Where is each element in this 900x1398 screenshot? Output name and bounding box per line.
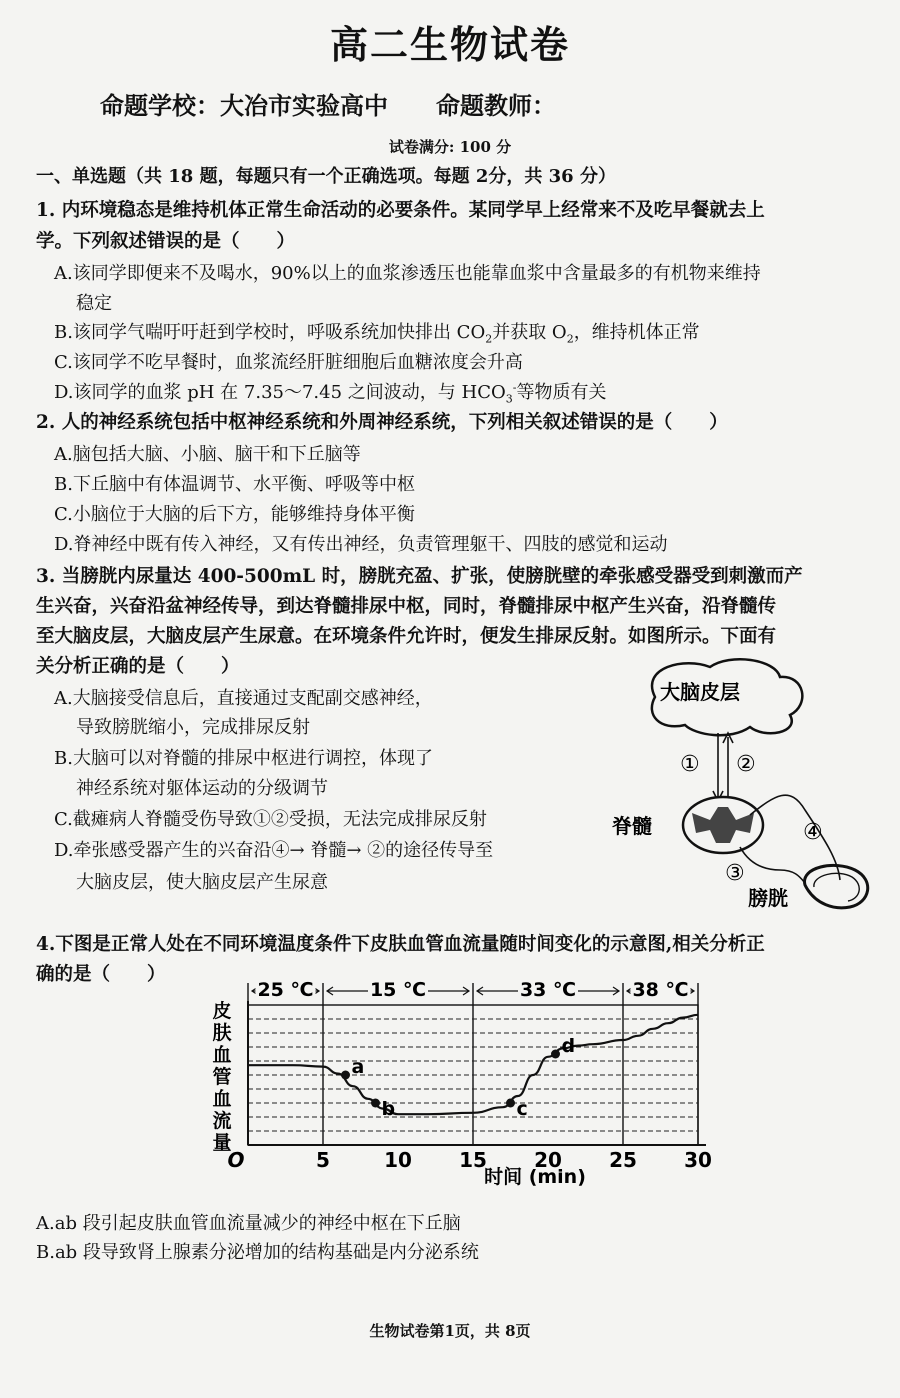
q3-option-b-cont: 神经系统对躯体运动的分级调节 <box>76 778 328 799</box>
x-tick-label: O <box>227 1148 245 1172</box>
band-label: 15 ℃ <box>369 979 427 1001</box>
q1-option-b: B.该同学气喘吁吁赶到学校时，呼吸系统加快排出 $CO_2$并获取 $O_2$，维持机体正常 <box>54 322 700 346</box>
q1-option-a-cont: 稳定 <box>76 293 112 314</box>
q4-stem-line2: 确的是（ ） <box>36 964 166 985</box>
x-tick-label: 15 <box>459 1148 487 1172</box>
chart-axes <box>248 1001 706 1145</box>
bladder-label: 膀胱 <box>748 886 788 910</box>
q2-option-b: B.下丘脑中有体温调节、水平衡、呼吸等中枢 <box>54 474 415 495</box>
label-3: ③ <box>725 861 745 886</box>
q3-stem-line4: 关分析正确的是（ ） <box>36 656 240 677</box>
q2-option-c: C.小脑位于大脑的后下方，能够维持身体平衡 <box>54 504 415 525</box>
label-1: ① <box>680 752 700 777</box>
cortex-label: 大脑皮层 <box>660 680 740 704</box>
section-heading: 一、单选题（共 18 题，每题只有一个正确选项。每题 2分，共 36 分） <box>36 166 616 187</box>
point-label-b: b <box>381 1098 396 1120</box>
q3-stem-line3: 至大脑皮层，大脑皮层产生尿意。在环境条件允许时，便发生排尿反射。如图所示。下面有 <box>36 626 777 647</box>
blood-flow-chart <box>200 975 740 1190</box>
q3-option-d-cont: 大脑皮层，使大脑皮层产生尿意 <box>76 872 328 893</box>
x-tick-label: 30 <box>684 1148 712 1172</box>
q4-stem-line1: 4.下图是正常人处在不同环境温度条件下皮肤血管血流量随时间变化的示意图,相关分析正 <box>36 934 765 955</box>
point-d <box>551 1050 560 1059</box>
q4-option-b: B.ab 段导致肾上腺素分泌增加的结构基础是内分泌系统 <box>36 1242 479 1263</box>
spinal-label: 脊髓 <box>612 814 652 838</box>
y-axis-label <box>212 999 231 1154</box>
q3-option-a: A.大脑接受信息后，直接通过支配副交感神经， <box>54 688 433 709</box>
y-axis-label-char: 皮 <box>212 1000 232 1022</box>
point-label-c: c <box>516 1098 528 1120</box>
nerve-3-path <box>740 847 805 883</box>
q3-option-c: C.截瘫病人脊髓受伤导致①②受损，无法完成排尿反射 <box>54 809 487 830</box>
q3-stem-line1: 3. 当膀胱内尿量达 400-500mL 时，膀胱充盈、扩张，使膀胱壁的牵张感受器受到刺激而产 <box>36 566 803 587</box>
point-c <box>506 1099 515 1108</box>
x-tick-label: 10 <box>384 1148 412 1172</box>
labeled-points <box>341 1035 575 1120</box>
y-axis-label-char: 肤 <box>212 1022 232 1044</box>
y-axis-label-char: 流 <box>212 1110 232 1132</box>
y-axis-label-char: 血 <box>212 1044 232 1066</box>
q1-stem-line2: 学。下列叙述错误的是（ ） <box>36 231 296 252</box>
y-axis-label-char: 量 <box>212 1132 232 1154</box>
point-label-d: d <box>561 1035 576 1057</box>
x-tick-label: 25 <box>609 1148 637 1172</box>
x-tick-labels <box>227 1148 711 1172</box>
x-axis-label: 时间 (min) <box>484 1166 586 1188</box>
q2-option-a: A.脑包括大脑、小脑、脑干和下丘脑等 <box>54 444 361 465</box>
q2-stem: 2. 人的神经系统包括中枢神经系统和外周神经系统，下列相关叙述错误的是（ ） <box>36 412 728 433</box>
label-2: ② <box>736 752 756 777</box>
q1-option-c: C.该同学不吃早餐时，血浆流经肝脏细胞后血糖浓度会升高 <box>54 352 523 373</box>
temperature-bands <box>248 979 698 1145</box>
exam-title: 高二生物试卷 <box>329 22 570 67</box>
q1-option-d: D.该同学的血浆 pH 在 7.35～7.45 之间波动，与 $HCO_3^-$等物质有关 <box>54 381 607 406</box>
q3-stem-line2: 生兴奋，兴奋沿盆神经传导，到达脊髓排尿中枢，同时，脊髓排尿中枢产生兴奋，沿脊髓传 <box>36 596 777 617</box>
q3-option-b: B.大脑可以对脊髓的排尿中枢进行调控，体现了 <box>54 748 433 769</box>
x-tick-label: 5 <box>316 1148 330 1172</box>
point-b <box>371 1099 380 1108</box>
point-a <box>341 1071 350 1080</box>
bladder-inner-shape <box>814 873 859 901</box>
micturition-diagram <box>600 655 880 920</box>
q4-option-a: A.ab 段引起皮肤血管血流量减少的神经中枢在下丘脑 <box>36 1213 461 1234</box>
page-footer: 生物试卷第1页，共 8页 <box>369 1322 531 1340</box>
full-score: 试卷满分: 100 分 <box>388 138 512 156</box>
band-label: 38 ℃ <box>632 979 689 1001</box>
label-4: ④ <box>803 820 823 845</box>
q2-option-d: D.脊神经中既有传入神经，又有传出神经，负责管理躯干、四肢的感觉和运动 <box>54 534 668 555</box>
x-tick-label: 20 <box>534 1148 562 1172</box>
band-label: 25 ℃ <box>257 979 314 1001</box>
band-label: 33 ℃ <box>519 979 577 1001</box>
q3-option-a-cont: 导致膀胱缩小，完成排尿反射 <box>76 717 310 738</box>
point-label-a: a <box>351 1056 365 1078</box>
y-axis-label-char: 管 <box>212 1066 232 1088</box>
y-axis-label-char: 血 <box>212 1088 232 1110</box>
q1-option-a: A.该同学即便来不及喝水，90%以上的血浆渗透压也能靠血浆中含量最多的有机物来维持 <box>54 263 761 284</box>
q1-stem-line1: 1. 内环境稳态是维持机体正常生命活动的必要条件。某同学早上经常来不及吃早餐就去上 <box>36 200 765 221</box>
q3-option-d: D.牵张感受器产生的兴奋沿④→ 脊髓→ ②的途径传导至 <box>54 840 494 861</box>
school-line: 命题学校：大冶市实验高中 命题教师： <box>100 91 556 120</box>
